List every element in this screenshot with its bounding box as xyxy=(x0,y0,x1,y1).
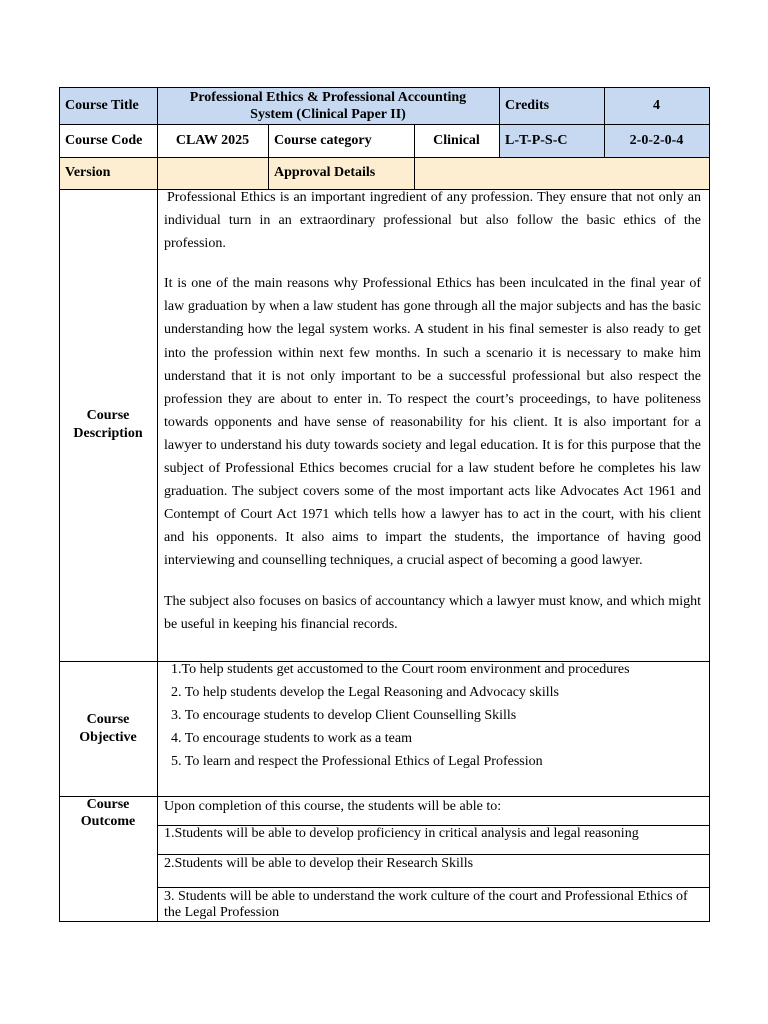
grid-line xyxy=(157,87,158,922)
approval-details-label: Approval Details xyxy=(274,165,376,180)
ltpsc-label: L-T-P-S-C xyxy=(505,132,568,148)
course-objective-label: Course Objective xyxy=(79,711,137,745)
course-outcome-label: Course Outcome xyxy=(80,797,136,829)
course-category-value: Clinical xyxy=(433,132,480,148)
outcome-intro: Upon completion of this course, the students will be able to: xyxy=(164,799,502,814)
grid-line xyxy=(157,887,710,888)
credits-value: 4 xyxy=(653,98,660,113)
objective-item: 2. To help students develop the Legal Reasoning and Advocacy skills xyxy=(171,685,559,700)
objective-item: 1.To help students get accustomed to the Court room environment and procedures xyxy=(171,662,630,677)
course-title-value: Professional Ethics & Professional Accounting System (Clinical Paper II) xyxy=(189,90,467,122)
objective-item: 3. To encourage students to develop Client Counselling Skills xyxy=(171,708,517,723)
objective-item: 5. To learn and respect the Professional Ethics of Legal Profession xyxy=(171,754,543,769)
outcome-item: 1.Students will be able to develop proficiency in critical analysis and legal reasoning xyxy=(164,826,639,841)
approval-details-value xyxy=(414,157,709,189)
outcome-item: 3. Students will be able to understand the work culture of the court and Professional Ethics of the Legal Profession xyxy=(164,889,688,920)
course-code-label: Course Code xyxy=(65,132,143,148)
ltpsc-value: 2-0-2-0-4 xyxy=(629,132,684,148)
grid-line xyxy=(59,87,60,922)
course-description-label: Course Description xyxy=(73,408,143,441)
course-title-label: Course Title xyxy=(65,98,139,113)
objective-item: 4. To encourage students to work as a team xyxy=(171,731,412,746)
outcome-item: 2.Students will be able to develop their Research Skills xyxy=(164,856,474,871)
course-description-text xyxy=(164,186,701,636)
description-paragraph: The subject also focuses on basics of accountancy which a lawyer must know, and which might be useful in keeping his financial records. xyxy=(164,593,701,632)
grid-line xyxy=(709,87,710,922)
version-label: Version xyxy=(65,165,111,180)
course-code-value: CLAW 2025 xyxy=(175,132,250,148)
grid-line xyxy=(157,854,710,855)
description-paragraph: Professional Ethics is an important ingredient of any profession. They ensure that not only an individual turn in an extraordinary professional but also follow the basic ethics of the profession. xyxy=(164,190,701,252)
description-paragraph: It is one of the main reasons why Professional Ethics has been inculcated in the final year of law graduation by when a law student has gone through all the major subjects and has the basic understanding how the legal system works. A student in his final semester is also ready to get into the profession within next few months. In such a scenario it is necessary to make him understand that it is not only important to be a successful professional but also respect the profession they are about to enter in. To respect the court’s proceedings, to have politeness towards opponents and have sense of reasonability for his client. It is also important for a lawyer to understand his duty towards society and legal education. It is for this purpose that the subject of Professional Ethics becomes crucial for a law student before he completes his law graduation. The subject covers some of the most important acts like Advocates Act 1961 and Contempt of Court Act 1971 which tells how a lawyer has to act in the court, with his client and his opponents. It also aims to impart the students, the importance of having good interviewing and counselling techniques, a crucial aspect of becoming a good lawyer. xyxy=(164,276,701,569)
credits-label: Credits xyxy=(505,98,550,113)
course-category-label: Course category xyxy=(274,132,372,148)
version-value xyxy=(157,157,268,189)
